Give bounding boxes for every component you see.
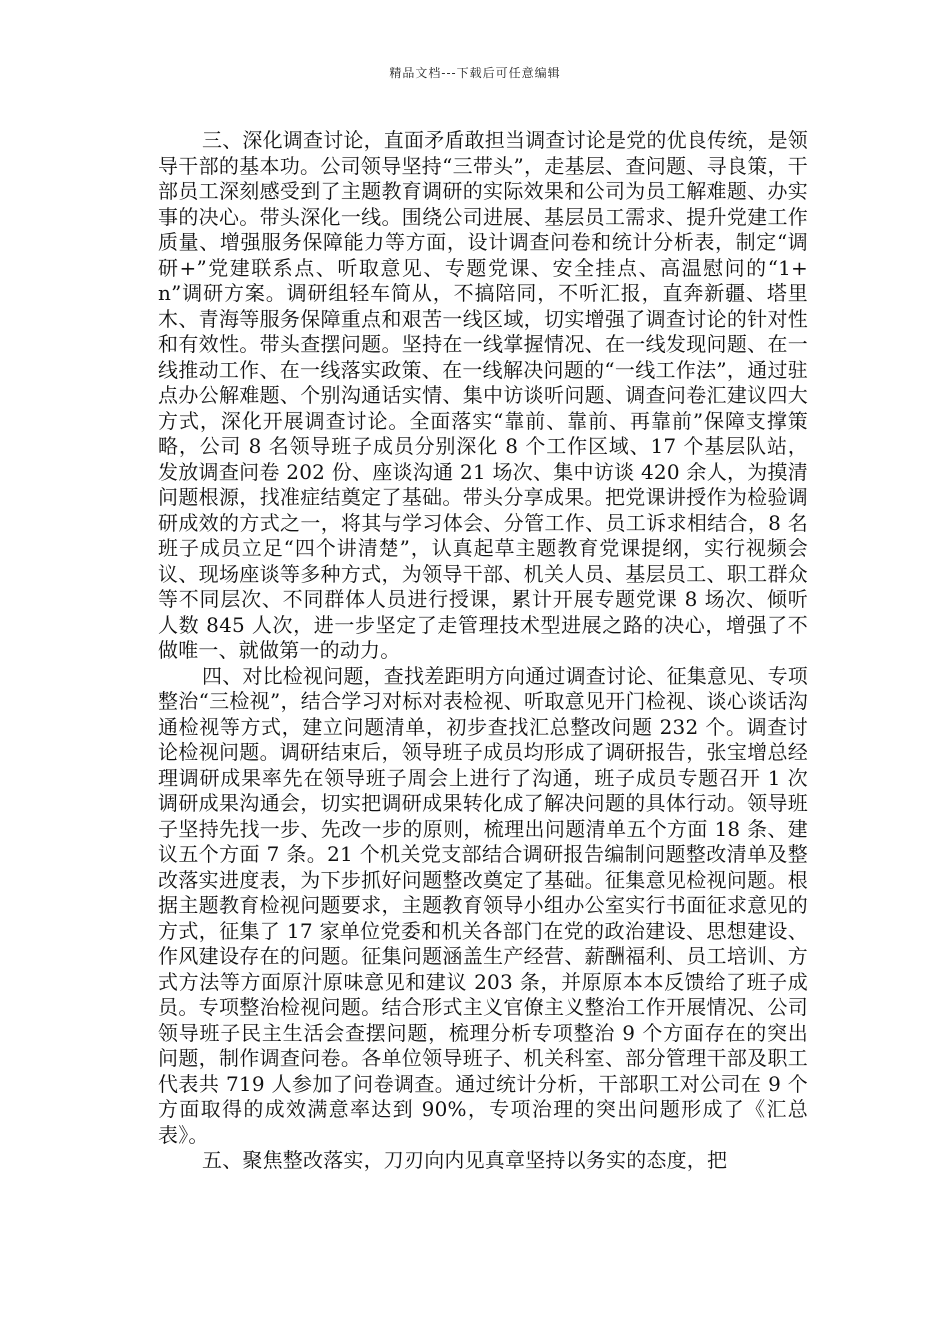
paragraph-section-4: 四、对比检视问题，查找差距明方向通过调查讨论、征集意见、专项整治“三检视”，结合学习对标对表检视、听取意见开门检视、谈心谈话沟通检视等方式，建立问题清单，初步查找汇总整改问题 232 个。调查讨论检视问题。调研结束后，领导班子成员均形成了调研报告，张宝增总经理调研成果率先在领导班子周会上进行了沟通，班子成员专题召开 1 次调研成果沟通会，切实把调研成果转化成了解决问题的具体行动。领导班子坚持先找一步、先改一步的原则，梳理出问题清单五个方面 18 条、建议五个方面 7 条。21 个机关党支部结合调研报告编制问题整改清单及整改落实进度表，为下步抓好问题整改奠定了基础。征集意见检视问题。根据主题教育检视问题要求，主题教育领导小组办公室实行书面征求意见的方式，征集了 17 家单位党委和机关各部门在党的政治建设、思想建设、作风建设存在的问题。征集问题涵盖生产经营、薪酬福利、员工培训、方式方法等方面原汁原味意见和建议 203 条，并原原本本反馈给了班子成员。专项整治检视问题。结合形式主义官僚主义整治工作开展情况、公司领导班子民主生活会查摆问题，梳理分析专项整治 9 个方面存在的突出问题，制作调查问卷。各单位领导班子、机关科室、部分管理干部及职工代表共 719 人参加了问卷调查。通过统计分析，干部职工对公司在 9 个方面取得的成效满意率达到 90%，专项治理的突出问题形成了《汇总表》。 [158,663,808,1147]
page-header: 精品文档---下载后可任意编辑 [389,66,561,80]
paragraph-section-5: 五、聚焦整改落实，刀刃向内见真章坚持以务实的态度，把 [202,1148,728,1172]
paragraph-section-3: 三、深化调查讨论，直面矛盾敢担当调查讨论是党的优良传统，是领导干部的基本功。公司领导坚持“三带头”，走基层、查问题、寻良策，干部员工深刻感受到了主题教育调研的实际效果和公司为员工解难题、办实事的决心。带头深化一线。围绕公司进展、基层员工需求、提升党建工作质量、增强服务保障能力等方面，设计调查问卷和统计分析表，制定“调研+”党建联系点、听取意见、专题党课、安全挂点、高温慰问的“1+n”调研方案。调研组轻车简从，不搞陪同，不听汇报，直奔新疆、塔里木、青海等服务保障重点和艰苦一线区域，切实增强了调查讨论的针对性和有效性。带头查摆问题。坚持在一线掌握情况、在一线发现问题、在一线推动工作、在一线落实政策、在一线解决问题的“一线工作法”，通过驻点办公解难题、个别沟通话实情、集中访谈听问题、调查问卷汇建议四大方式，深化开展调查讨论。全面落实“靠前、靠前、再靠前”保障支撑策略，公司 8 名领导班子成员分别深化 8 个工作区域、17 个基层队站，发放调查问卷 202 份、座谈沟通 21 场次、集中访谈 420 余人，为摸清问题根源，找准症结奠定了基础。带头分享成果。把党课讲授作为检验调研成效的方式之一，将其与学习体会、分管工作、员工诉求相结合，8 名班子成员立足“四个讲清楚”，认真起草主题教育党课提纲，实行视频会议、现场座谈等多种方式，为领导干部、机关人员、基层员工、职工群众等不同层次、不同群体人员进行授课，累计开展专题党课 8 场次、倾听人数 845 人次，进一步坚定了走管理技术型进展之路的决心，增强了不做唯一、就做第一的动力。 [158,128,808,662]
document-body [158,128,808,1174]
